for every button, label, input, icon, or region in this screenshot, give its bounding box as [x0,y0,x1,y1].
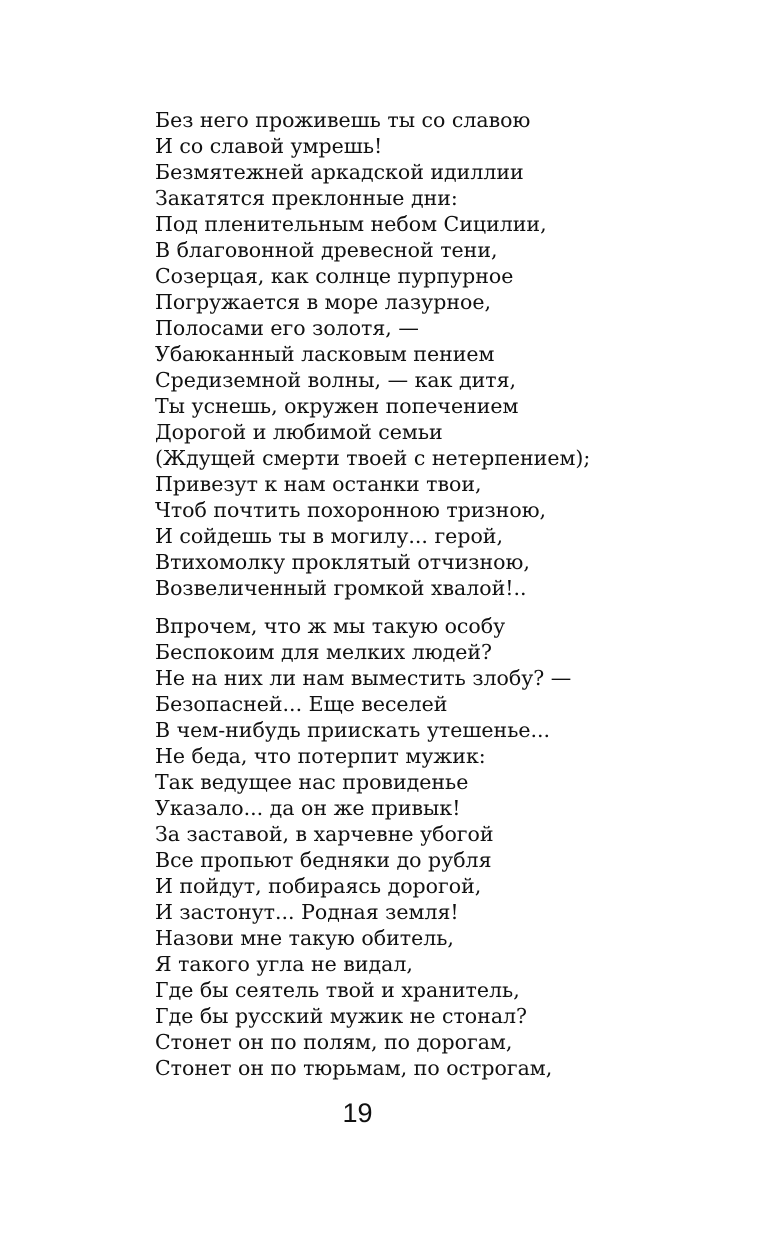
poem-line: Закатятся преклонные дни: [155,186,458,210]
poem-line: Так ведущее нас провиденье [155,770,469,794]
poem-line: Безопасней... Еще веселей [155,692,448,716]
poem-line: В благовонной древесной тени, [155,238,498,262]
poem-line: В чем-нибудь приискать утешенье... [155,718,551,742]
poem-line: Чтоб почтить похоронною тризною, [155,498,547,522]
poem-line: Назови мне такую обитель, [155,926,454,950]
poem-line: Все пропьют бедняки до рубля [155,848,492,872]
poem-line: Стонет он по тюрьмам, по острогам, [155,1056,553,1080]
poem-line: За заставой, в харчевне убогой [155,822,494,846]
poem-line: Убаюканный ласковым пением [155,342,495,366]
poem-line: Где бы сеятель твой и хранитель, [155,978,520,1002]
poem-line: И сойдешь ты в могилу... герой, [155,524,503,548]
poem-line: Втихомолку проклятый отчизною, [155,550,530,574]
poem-line: Под пленительным небом Сицилии, [155,212,547,236]
poem-line: И со славой умрешь! [155,134,383,158]
poem-line: Полосами его золотя, — [155,316,419,340]
poem-line: (Ждущей смерти твоей с нетерпением); [155,446,591,470]
poem-line: Беспокоим для мелких людей? [155,640,492,664]
page-number: 19 [342,1098,373,1128]
poem-text [155,107,715,1081]
poem-line: Я такого угла не видал, [155,952,413,976]
poem-line: И застонут... Родная земля! [155,900,459,924]
poem-line: Дорогой и любимой семьи [155,420,443,444]
poem-line: Без него проживешь ты со славою [155,108,531,132]
poem-line: Не на них ли нам выместить злобу? — [155,666,572,690]
poem-line: Где бы русский мужик не стонал? [155,1004,528,1028]
poem-line: Указало... да он же привык! [155,796,461,820]
poem-line: Созерцая, как солнце пурпурное [155,264,514,288]
poem-line: Средиземной волны, — как дитя, [155,368,517,392]
poem-line: Погружается в море лазурное, [155,290,492,314]
poem-line: Впрочем, что ж мы такую особу [155,614,506,638]
stanza-1 [155,107,715,601]
poem-line: И пойдут, побираясь дорогой, [155,874,482,898]
poem-line: Привезут к нам останки твои, [155,472,482,496]
poem-line: Безмятежней аркадской идиллии [155,160,524,184]
poem-line: Возвеличенный громкой хвалой!.. [155,576,527,600]
poem-line: Ты уснешь, окружен попечением [155,394,519,418]
poem-line: Стонет он по полям, по дорогам, [155,1030,513,1054]
poem-line: Не беда, что потерпит мужик: [155,744,486,768]
stanza-2 [155,613,715,1081]
